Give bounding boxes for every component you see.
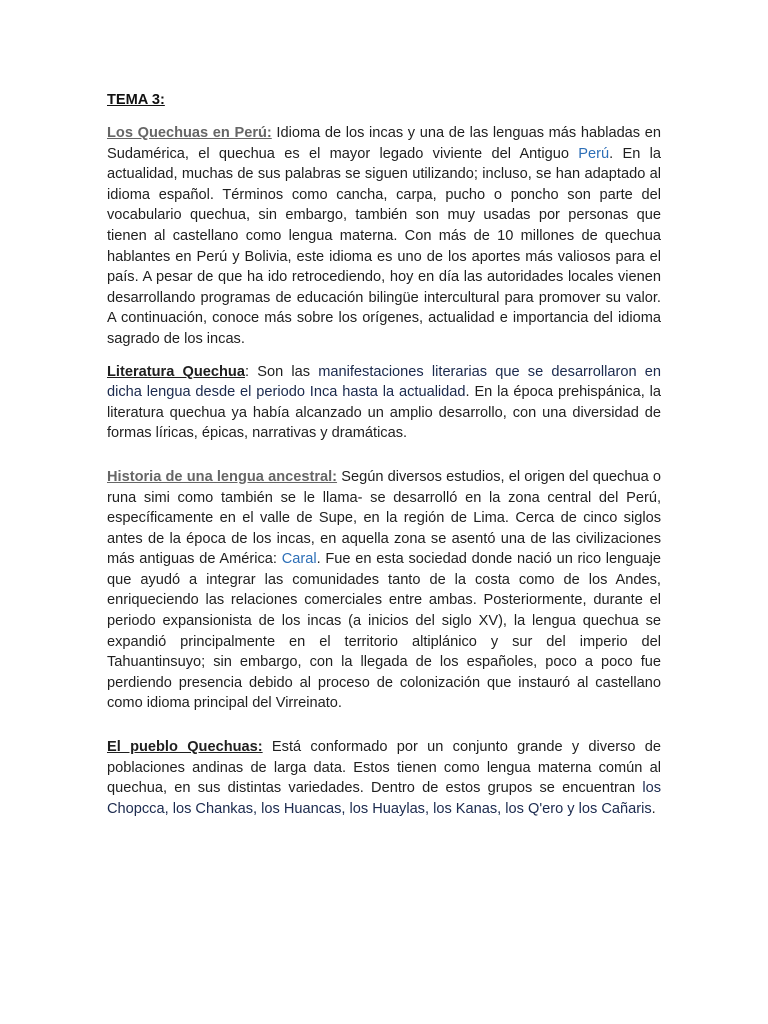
highlighted-text: manifestaciones literarias que se desarrollaron en dicha lengua desde el periodo Inca hasta la actualidad bbox=[107, 363, 662, 401]
paragraph-literatura-quechua bbox=[107, 362, 661, 444]
section-heading-literatura-quechua: Literatura Quechua bbox=[107, 363, 245, 380]
section-heading-quechuas-en-peru: Los Quechuas en Perú: bbox=[107, 125, 272, 141]
paragraph-text: Está conformado por un conjunto grande y diverso de poblaciones andinas de larga data. Estos tienen como lengua materna común al quechua, en sus distintas variedades. Dentro de estos grupos se encuentran bbox=[107, 739, 661, 797]
paragraph-text: . Fue en esta sociedad donde nació un rico lenguaje que ayudó a integrar las comunidades tanto de la costa como de los Andes, enriqueciendo las relaciones comerciales entre ambas. Posteriormente, durante el periodo expansionista de los incas (a inicios del siglo XV), la lengua quechua se expandió principalmente en el territorio altiplánico y sur del imperio del Tahuantinsuyo; sin embargo, con la llegada de los españoles, poco a poco fue perdiendo presencia debido al proceso de colonización que instauró al castellano como idioma principal del Virreinato. bbox=[107, 551, 661, 712]
paragraph-quechuas-en-peru bbox=[107, 123, 661, 350]
paragraph-text: . En la época prehispánica, la literatura quechua ya había alcanzado un amplio desarrollo, con una diversidad de formas líricas, épicas, narrativas y dramáticas. bbox=[107, 384, 661, 442]
section-heading-historia-lengua-ancestral: Historia de una lengua ancestral: bbox=[107, 468, 338, 485]
paragraph-text: Idioma de los incas y una de las lenguas más habladas en Sudamérica, el quechua es el mayor legado viviente del Antiguo bbox=[107, 125, 661, 162]
link-peru[interactable]: Perú bbox=[578, 145, 610, 162]
link-caral[interactable]: Caral bbox=[281, 551, 317, 568]
paragraph-pueblo-quechuas bbox=[107, 737, 661, 819]
paragraph-historia-lengua-ancestral bbox=[107, 467, 661, 714]
paragraph-text: : Son las bbox=[244, 363, 319, 380]
highlighted-text: los Chopcca, los Chankas, los Huancas, los Huaylas, los Kanas, los Q'ero y los Cañaris bbox=[107, 780, 661, 817]
document-title: TEMA 3: bbox=[107, 92, 165, 108]
document-page bbox=[107, 90, 661, 819]
paragraph-text: . En la actualidad, muchas de sus palabras se siguen utilizando; incluso, se han adaptado al idioma español. Términos como cancha, carpa, pucho o poncho son parte del vocabulario quechua, sin embargo, también son muy usadas por personas que tienen al castellano como lengua materna. Con más de 10 millones de quechua hablantes en Perú y Bolivia, este idioma es uno de los aportes más valiosos para el país. A pesar de que ha ido retrocediendo, hoy en día las autoridades locales vienen desarrollando programas de educación bilingüe intercultural para promover su valor. A continuación, conoce más sobre los orígenes, actualidad e importancia del idioma sagrado de los incas. bbox=[107, 145, 661, 347]
section-heading-pueblo-quechuas: El pueblo Quechuas: bbox=[107, 739, 263, 756]
paragraph-text: . bbox=[651, 800, 656, 817]
paragraph-text: Según diversos estudios, el origen del quechua o runa simi como también se le llama- se desarrolló en la zona central del Perú, específicamente en el valle de Supe, en la región de Lima. Cerca de cinco siglos antes de la época de los incas, en aquella zona se asentó una de las civilizaciones más antiguas de América: bbox=[107, 468, 661, 568]
